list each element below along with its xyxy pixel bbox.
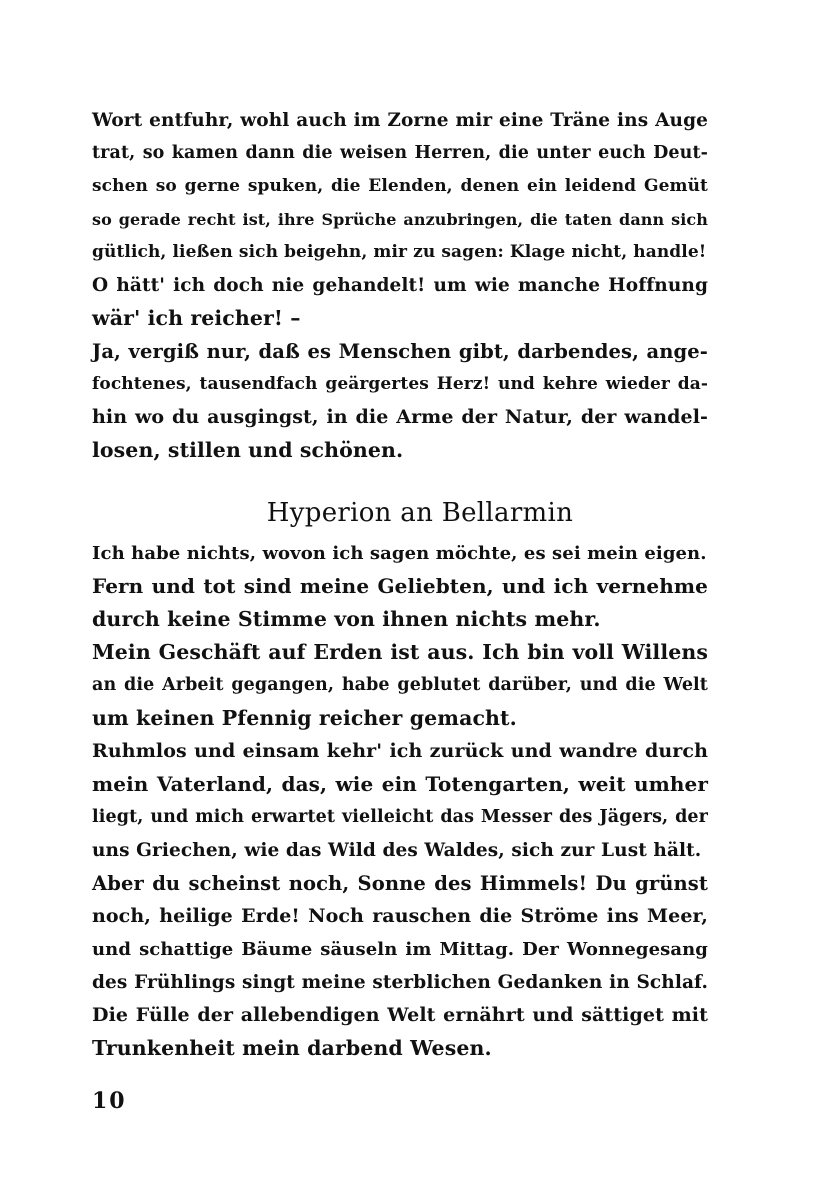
text-line: des Frühlings singt meine sterblichen Gedanken in Schlaf. bbox=[92, 972, 708, 993]
text-line: Ruhmlos und einsam kehr' ich zurück und wandre durch bbox=[92, 740, 708, 762]
text-line: Trunkenheit mein darbend Wesen. bbox=[92, 1036, 492, 1060]
text-line: an die Arbeit gegangen, habe geblutet darüber, und die Welt bbox=[92, 675, 708, 695]
text-line: schen so gerne spuken, die Elenden, denen ein leidend Gemüt bbox=[92, 176, 708, 196]
text-line: um keinen Pfennig reicher gemacht. bbox=[92, 706, 517, 730]
text-line: Die Fülle der allebendigen Welt ernährt und sättiget mit bbox=[92, 1004, 708, 1026]
text-line: Ja, vergiß nur, daß es Menschen gibt, darbendes, ange- bbox=[92, 340, 708, 363]
page-number: 10 bbox=[92, 1088, 127, 1114]
text-line: Fern und tot sind meine Geliebten, und ich vernehme bbox=[92, 574, 708, 598]
top-paragraph bbox=[92, 104, 708, 467]
text-line: noch, heilige Erde! Noch rauschen die Ströme ins Meer, bbox=[92, 905, 708, 927]
text-line: so gerade recht ist, ihre Sprüche anzubringen, die taten dann sich bbox=[92, 210, 708, 229]
text-line: wär' ich reicher! – bbox=[92, 306, 301, 330]
text-line: trat, so kamen dann die weisen Herren, die unter euch Deut- bbox=[92, 143, 708, 163]
text-line: losen, stillen und schönen. bbox=[92, 438, 404, 462]
text-line: mein Vaterland, das, wie ein Totengarten, weit umher bbox=[92, 772, 708, 796]
text-line: fochtenes, tausendfach geärgertes Herz! und kehre wieder da- bbox=[92, 374, 708, 394]
letter-body bbox=[92, 537, 708, 1065]
text-line: Aber du scheinst noch, Sonne des Himmels! Du grünst bbox=[92, 872, 708, 895]
text-line: Wort entfuhr, wohl auch im Zorne mir eine Träne ins Auge bbox=[92, 110, 708, 131]
section-heading: Hyperion an Bellarmin bbox=[266, 498, 574, 528]
text-line: und schattige Bäume säuseln im Mittag. Der Wonnegesang bbox=[92, 939, 708, 960]
text-line: liegt, und mich erwartet vielleicht das Messer des Jägers, der bbox=[92, 807, 708, 827]
text-line: O hätt' ich doch nie gehandelt! um wie manche Hoffnung bbox=[92, 275, 708, 296]
text-line: uns Griechen, wie das Wild des Waldes, sich zur Lust hält. bbox=[92, 840, 702, 861]
text-line: Ich habe nichts, wovon ich sagen möchte, es sei mein eigen. bbox=[92, 543, 707, 564]
text-line: durch keine Stimme von ihnen nichts mehr. bbox=[92, 607, 601, 631]
text-line: hin wo du ausgingst, in die Arme der Natur, der wandel- bbox=[92, 406, 708, 428]
text-line: Mein Geschäft auf Erden ist aus. Ich bin voll Willens bbox=[92, 640, 708, 664]
text-line: gütlich, ließen sich beigehn, mir zu sagen: Klage nicht, handle! bbox=[92, 242, 707, 262]
